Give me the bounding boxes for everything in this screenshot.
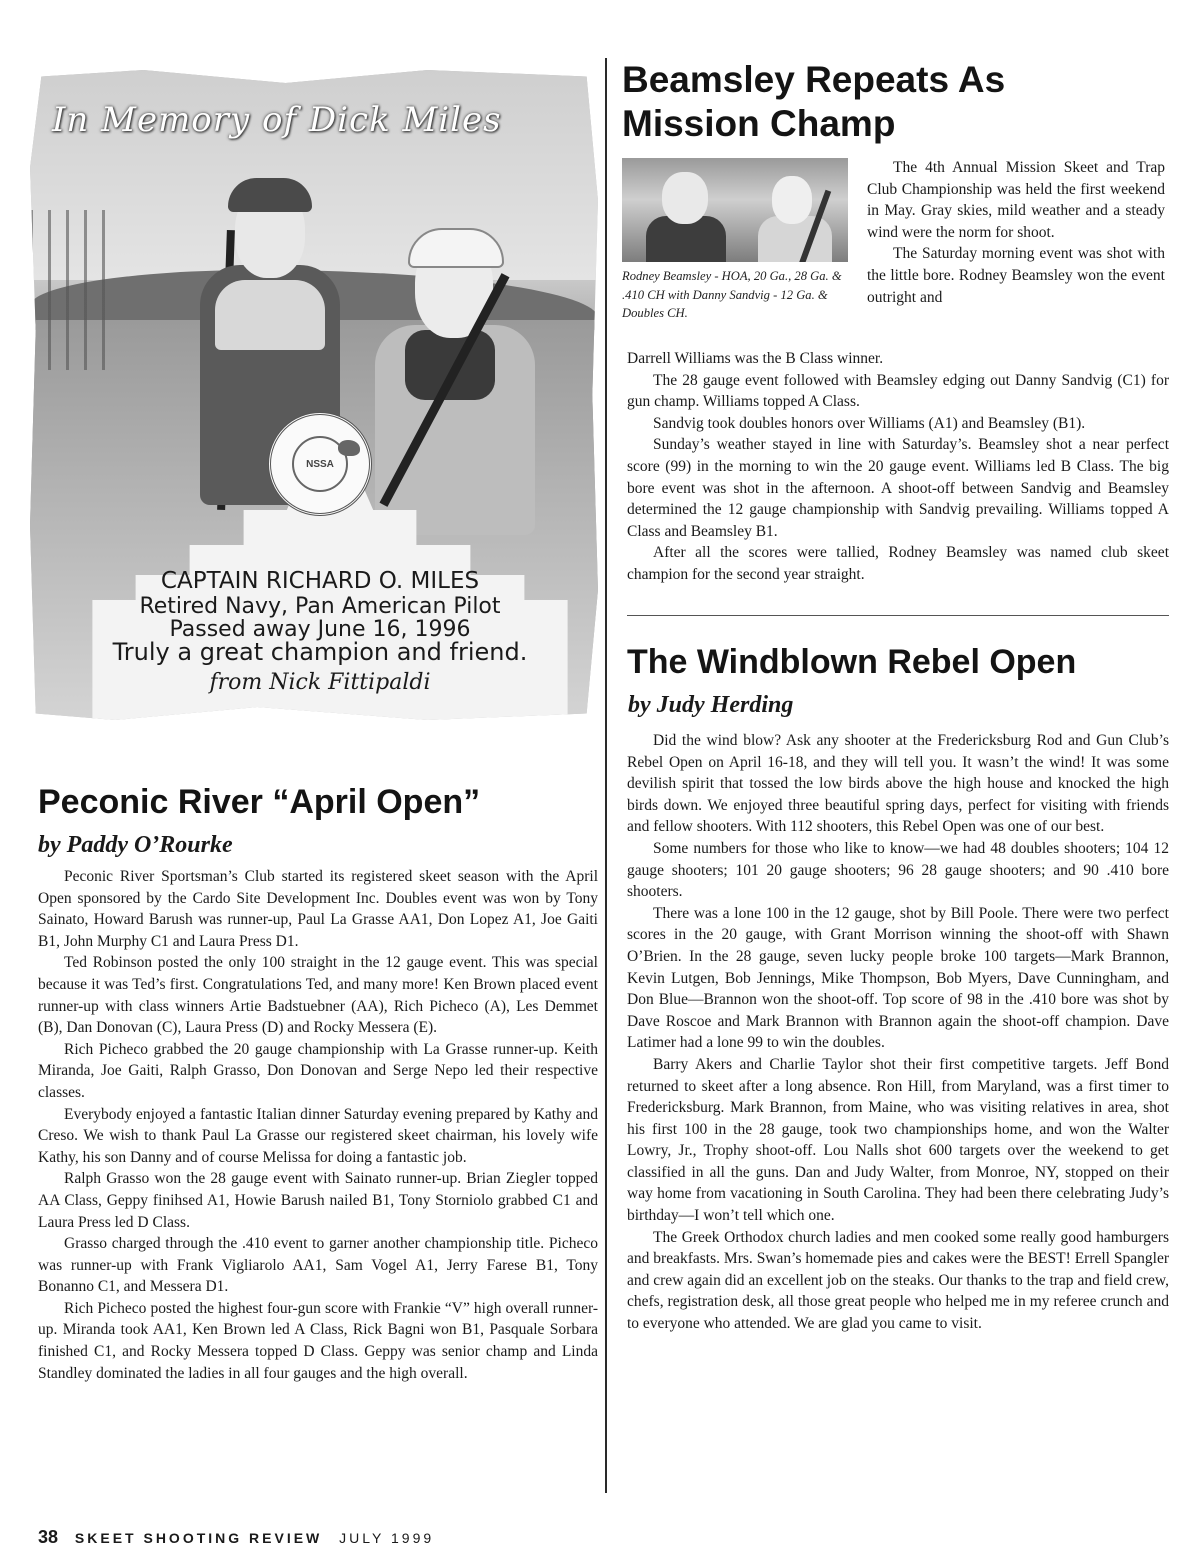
page-number: 38	[38, 1527, 59, 1547]
column-divider	[605, 58, 607, 1493]
photo-caption: Rodney Beamsley - HOA, 20 Ga., 28 Ga. & .410 CH with Danny Sandvig - 12 Ga. & Doubles CH.	[622, 269, 842, 320]
paragraph: Darrell Williams was the B Class winner.	[627, 350, 884, 367]
rebel-byline: by Judy Herding	[628, 692, 794, 718]
paragraph: There was a lone 100 in the 12 gauge, shot by Bill Poole. There were two perfect scores in the 20 gauge, with Grant Morrison winning the shoot-off with Shawn O’Brien. In the 28 gauge, seven lucky people broke 100 targets—Mark Brannon, Kevin Lutgen, Bob Jennings, Mike Thompson, Bob Myers, Dave Cunningham, and Don Blue—Brannon won the shoot-off. Top score of 98 in the .410 bore was shot by Dave Roscoe and Mark Brannon with Brannon again the shoot-off champion. Dave Latimer had a lone 99 to win the doubles.	[627, 904, 1169, 1052]
paragraph: The 4th Annual Mission Skeet and Trap Club Championship was held the first weekend in May. Gray skies, mild weather and a steady wind were the norm for shoot.	[867, 159, 1165, 241]
memorial-name: CAPTAIN RICHARD O. MILES	[160, 568, 480, 594]
seal-label: NSSA	[292, 436, 348, 492]
bird-icon	[338, 440, 360, 456]
paragraph: After all the scores were tallied, Rodney Beamsley was named club skeet champion for the second year straight.	[627, 544, 1169, 583]
paragraph: Grasso charged through the .410 event to garner another championship title. Picheco was runner-up with Frank Vigliarolo AA1, Sam Vogel A1, Jerry Farese B1, Tony Bonanno C1, and Messera D1.	[38, 1235, 598, 1296]
memorial-inscription	[60, 568, 580, 695]
peconic-byline: by Paddy O’Rourke	[38, 832, 233, 858]
paragraph: Sandvig took doubles honors over Williams (A1) and Beamsley (B1).	[653, 414, 1086, 432]
beamsley-body	[627, 348, 1169, 586]
memorial-line-2: Passed away June 16, 1996	[169, 617, 471, 642]
paragraph: Everybody enjoyed a fantastic Italian dinner Saturday evening prepared by Kathy and Creso. We wish to thank Paul La Grasse our registered skeet chairman, his lovely wife Kathy, his son Danny and of course Melissa for doing a fantastic job.	[38, 1105, 598, 1166]
beamsley-headline-line-2: Mission Champ	[622, 103, 896, 144]
beamsley-headline-line-1: Beamsley Repeats As	[622, 59, 1006, 100]
paragraph: Ralph Grasso won the 28 gauge event with Sainato runner-up. Brian Ziegler topped AA Class, Geppy finihsed A1, Howie Barush nailed B1, Tony Storniolo grabbed C1 and Laura Press led D Class.	[38, 1170, 598, 1231]
peconic-body	[38, 866, 598, 1384]
peconic-headline: Peconic River “April Open”	[38, 783, 481, 821]
memorial-signature: from Nick Fittipaldi	[209, 670, 431, 695]
issue-date: JULY 1999	[339, 1530, 435, 1546]
magazine-name: SKEET SHOOTING REVIEW	[74, 1530, 323, 1546]
memorial-line-3: Truly a great champion and friend.	[112, 638, 528, 666]
paragraph: The Greek Orthodox church ladies and men cooked some really good hamburgers and breakfasts. Mrs. Swan’s homemade pies and cakes were the BEST! Errell Spangler and crew again did an excellent job on the steaks. Our thanks to the trap and field crew, chefs, registration desk, all those great people who helped me in my referee crunch and to everyone who attended. We are glad you came to visit.	[627, 1228, 1169, 1333]
paragraph: Did the wind blow? Ask any shooter at the Fredericksburg Rod and Gun Club’s Rebel Open on April 16-18, and they will tell you. It wasn’t the wind! It was some devilish spirit that tossed the low birds above the high house and knocked the high birds down. We enjoyed three beautiful spring days, perfect for visiting with friends and fellow shooters. With 112 shooters, this Rebel Open was one of our best.	[627, 732, 1169, 836]
beamsley-sandvig-photo	[622, 158, 848, 262]
page-footer	[38, 1527, 434, 1548]
paragraph: The 28 gauge event followed with Beamsley edging out Danny Sandvig (C1) for gun champ. Williams topped A Class.	[627, 371, 1169, 411]
paragraph: Rich Picheco posted the highest four-gun score with Frankie “V” high overall runner-up. Miranda took AA1, Ken Brown led A Class, Rick Bagni won B1, Pasquale Sorbara finished C1, and Rocky Messera topped D Class. Geppy was senior champ and Linda Standley dominated the ladies in all four gauges and the high overall.	[38, 1299, 598, 1382]
beamsley-headline	[622, 58, 1005, 146]
paragraph: Rich Picheco grabbed the 20 gauge championship with La Grasse runner-up. Keith Miranda, Joe Gaiti, Ralph Grasso, Don Donovan and Serge Nepo led their respective classes.	[38, 1040, 598, 1101]
rebel-headline: The Windblown Rebel Open	[627, 643, 1077, 681]
article-divider	[627, 615, 1169, 616]
paragraph: Barry Akers and Charlie Taylor shot their first competitive targets. Jeff Bond returned to skeet after a long absence. Ron Hill, from Maryland, was a first timer to Fredericksburg. Mark Brannon, from Maine, who was visiting relatives in area, shot his first 100 in the 28 gauge, took two championships home, and won the Walter Lowry, Jr., Trophy shoot-off. Lou Nalls shot 600 targets over the weekend to get classified in all the guns. Dan and Judy Walter, from Monroe, NY, stopped on their way home from vacationing in South Carolina. They had been there celebrating Judy’s birthday—I won’t tell which one.	[627, 1055, 1169, 1225]
paragraph: The Saturday morning event was shot with the little bore. Rodney Beamsley won the event outright and	[867, 245, 1165, 306]
paragraph: Ted Robinson posted the only 100 straight in the 12 gauge event. This was special because it was Ted’s first. Congratulations Ted, and many more! Ken Brown placed event runner-up with class winners Artie Badstuebner (AA), Rich Picheco (A), Les Demmet (B), Dan Donovan (C), Laura Press (D) and Rocky Messera (E).	[38, 954, 598, 1037]
beamsley-side-text	[867, 157, 1165, 308]
memorial-title: In Memory of Dick Miles	[52, 100, 502, 140]
paragraph: Some numbers for those who like to know—we had 48 doubles shooters; 104 12 gauge shooters; 101 20 gauge shooters; 96 28 gauge shooters; and 90 .410 bore shooters.	[627, 839, 1169, 901]
paragraph: Peconic River Sportsman’s Club started its registered skeet season with the April Open sponsored by the Cardo Site Development Inc. Doubles event was won by Tony Sainato, Howard Barush was runner-up, Paul La Grasse AA1, Don Lopez A1, Joe Gaiti B1, John Murphy C1 and Laura Press D1.	[38, 868, 598, 950]
memorial-line-1: Retired Navy, Pan American Pilot	[139, 594, 501, 619]
rebel-body	[627, 730, 1169, 1335]
paragraph: Sunday’s weather stayed in line with Saturday’s. Beamsley shot a near perfect score (99) in the morning to win the 20 gauge event. Williams led B Class. The big bore event was shot in the afternoon. A shoot-off between Sandvig and Beamsley determined the 12 gauge championship with Sandvig prevailing. Williams topped A Class and Beamsley B1.	[627, 436, 1169, 540]
nssa-seal-icon	[268, 412, 372, 516]
